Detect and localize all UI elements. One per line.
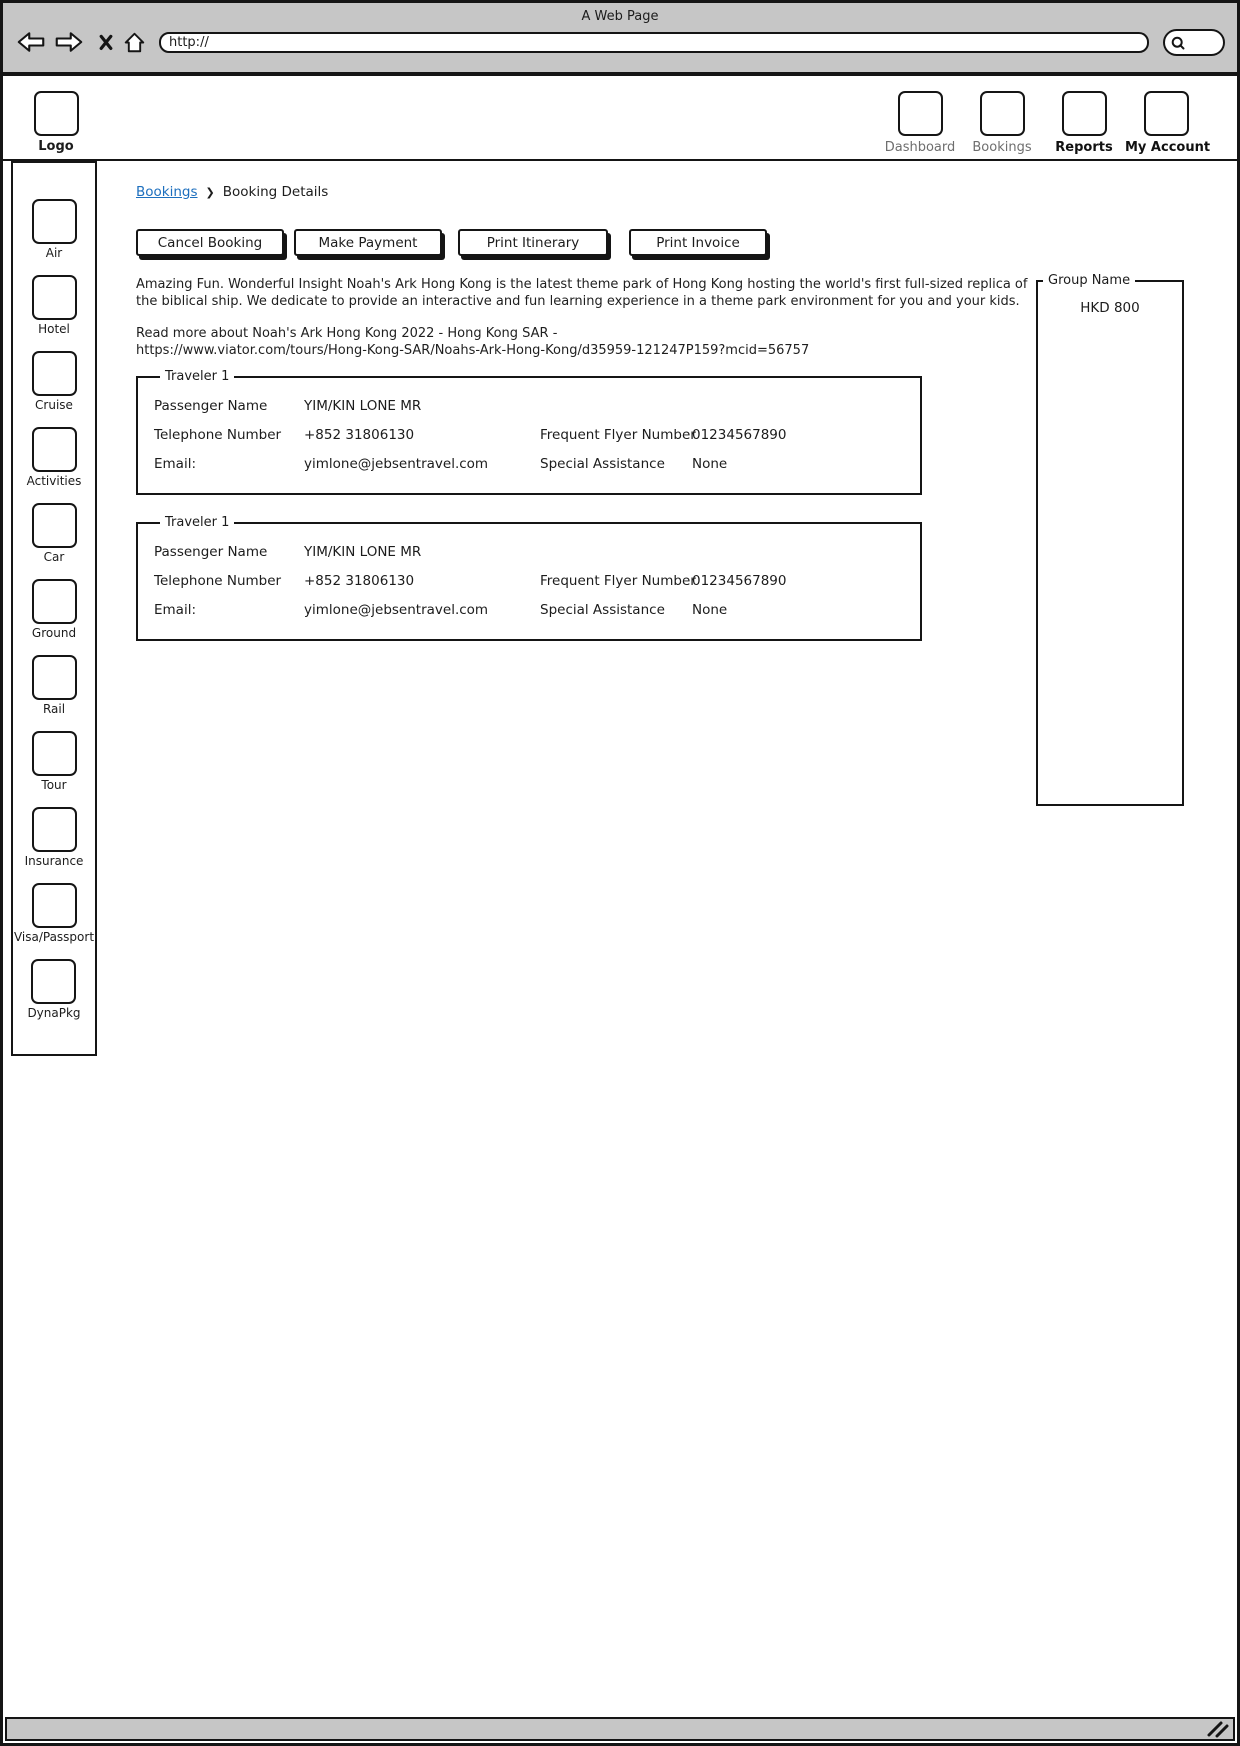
activities-icon [32, 427, 77, 472]
field-value: YIM/KIN LONE MR [304, 544, 422, 560]
sidebar-item-label: Rail [42, 702, 66, 716]
field-label: Passenger Name [154, 544, 268, 560]
sidebar-item-ground[interactable] [32, 579, 77, 640]
sidebar-item-cruise[interactable] [32, 351, 77, 412]
field-label: Email: [154, 602, 197, 618]
traveler-fieldset [136, 515, 922, 641]
traveler-legend: Traveler 1 [165, 369, 230, 384]
sidebar-item-activities[interactable] [27, 427, 82, 488]
insurance-icon [32, 807, 77, 852]
ground-icon [32, 579, 77, 624]
browser-toolbar [17, 27, 1225, 57]
field-value: 01234567890 [692, 573, 787, 589]
sidebar-item-tour[interactable] [32, 731, 77, 792]
stop-close-icon[interactable] [98, 32, 114, 52]
air-icon [32, 199, 77, 244]
bookings-icon [980, 91, 1025, 136]
tour-icon [32, 731, 77, 776]
home-icon[interactable] [124, 32, 145, 53]
sidebar-item-label: Car [43, 550, 65, 564]
field-value: yimlone@jebsentravel.com [304, 456, 489, 472]
field-label: Special Assistance [540, 456, 665, 472]
nav-label: Bookings [972, 140, 1032, 155]
field-value: 01234567890 [692, 427, 787, 443]
my-account-icon [1144, 91, 1189, 136]
field-value: +852 31806130 [304, 573, 415, 589]
sidebar-item-hotel[interactable] [32, 275, 77, 336]
sidebar-item-label: Cruise [35, 398, 73, 412]
traveler-legend: Traveler 1 [165, 515, 230, 530]
cancel-booking-button[interactable]: Cancel Booking [136, 229, 284, 256]
read-more-block [136, 325, 1041, 359]
make-payment-button[interactable]: Make Payment [294, 229, 442, 256]
reports-icon [1062, 91, 1107, 136]
search-icon [1170, 35, 1188, 53]
nav-label: Reports [1055, 140, 1113, 155]
field-value: YIM/KIN LONE MR [304, 398, 422, 414]
field-label: Telephone Number [154, 573, 282, 589]
traveler-fieldset [136, 369, 922, 495]
car-icon [32, 503, 77, 548]
top-navigation [879, 91, 1211, 155]
read-more-url: https://www.viator.com/tours/Hong-Kong-SAR/Noahs-Ark-Hong-Kong/d35959-121247P159?mcid=56757 [136, 343, 810, 358]
sidebar-item-insurance[interactable] [25, 807, 84, 868]
group-name-panel [1036, 273, 1184, 806]
field-label: Telephone Number [154, 427, 282, 443]
sidebar-item-label: Ground [31, 626, 77, 640]
field-label: Frequent Flyer Number [540, 427, 696, 443]
sidebar [11, 161, 97, 1056]
field-value: None [692, 456, 728, 472]
nav-item-reports[interactable] [1043, 91, 1125, 155]
sidebar-item-label: DynaPkg [27, 1006, 81, 1020]
print-invoice-button[interactable]: Print Invoice [629, 229, 767, 256]
logo [26, 91, 86, 154]
sidebar-item-visa-passport[interactable] [14, 883, 94, 944]
field-label: Email: [154, 456, 197, 472]
nav-item-bookings[interactable] [961, 91, 1043, 155]
app-header [3, 80, 1237, 161]
sidebar-item-car[interactable] [32, 503, 77, 564]
chevron-right-icon: ❯ [205, 186, 215, 199]
sidebar-item-rail[interactable] [32, 655, 77, 716]
dynapkg-icon [31, 959, 76, 1004]
breadcrumb [136, 184, 328, 200]
sidebar-item-dynapkg[interactable] [27, 959, 80, 1020]
nav-label: Dashboard [884, 140, 956, 155]
logo-label: Logo [38, 139, 74, 154]
nav-item-my-account[interactable] [1125, 91, 1211, 155]
field-value: yimlone@jebsentravel.com [304, 602, 489, 618]
field-label: Passenger Name [154, 398, 268, 414]
action-button-row [136, 229, 767, 256]
traveler-fields [154, 544, 904, 618]
sidebar-item-label: Visa/Passport [13, 930, 95, 944]
print-itinerary-button[interactable]: Print Itinerary [458, 229, 608, 256]
back-icon[interactable] [17, 31, 45, 53]
description-paragraph: Amazing Fun. Wonderful Insight Noah's Ark Hong Kong is the latest theme park of Hong Kong hosting the world's first full-sized replica of the biblical ship. We dedicate to provide an interactive and fun learning experience in a theme park environment for you and your kids. [136, 277, 1028, 309]
window-title: A Web Page [581, 9, 659, 24]
forward-icon[interactable] [55, 31, 83, 53]
field-value: +852 31806130 [304, 427, 415, 443]
bottom-scrollbar [5, 1717, 1235, 1741]
resize-handle-icon[interactable] [1206, 1720, 1230, 1738]
breadcrumb-link-bookings[interactable]: Bookings [136, 184, 198, 200]
group-name-legend: Group Name [1048, 273, 1131, 288]
url-input[interactable] [159, 32, 1149, 53]
sidebar-item-label: Tour [41, 778, 67, 792]
sidebar-item-label: Hotel [38, 322, 70, 336]
visa-passport-icon [32, 883, 77, 928]
dashboard-icon [898, 91, 943, 136]
cruise-icon [32, 351, 77, 396]
nav-item-dashboard[interactable] [879, 91, 961, 155]
browser-chrome [3, 3, 1237, 76]
read-more-text: Read more about Noah's Ark Hong Kong 2022 - Hong Kong SAR - [136, 326, 558, 341]
rail-icon [32, 655, 77, 700]
search-box[interactable] [1163, 29, 1225, 56]
nav-label: My Account [1125, 140, 1211, 155]
sidebar-item-air[interactable] [32, 199, 77, 260]
breadcrumb-current: Booking Details [222, 184, 329, 200]
hotel-icon [32, 275, 77, 320]
group-price-value: HKD 800 [1080, 300, 1140, 316]
field-label: Frequent Flyer Number [540, 573, 696, 589]
sidebar-item-label: Air [45, 246, 63, 260]
traveler-fields [154, 398, 904, 472]
logo-image-placeholder [34, 91, 79, 136]
sidebar-item-label: Insurance [24, 854, 84, 868]
field-value: None [692, 602, 728, 618]
field-label: Special Assistance [540, 602, 665, 618]
sidebar-item-label: Activities [26, 474, 82, 488]
